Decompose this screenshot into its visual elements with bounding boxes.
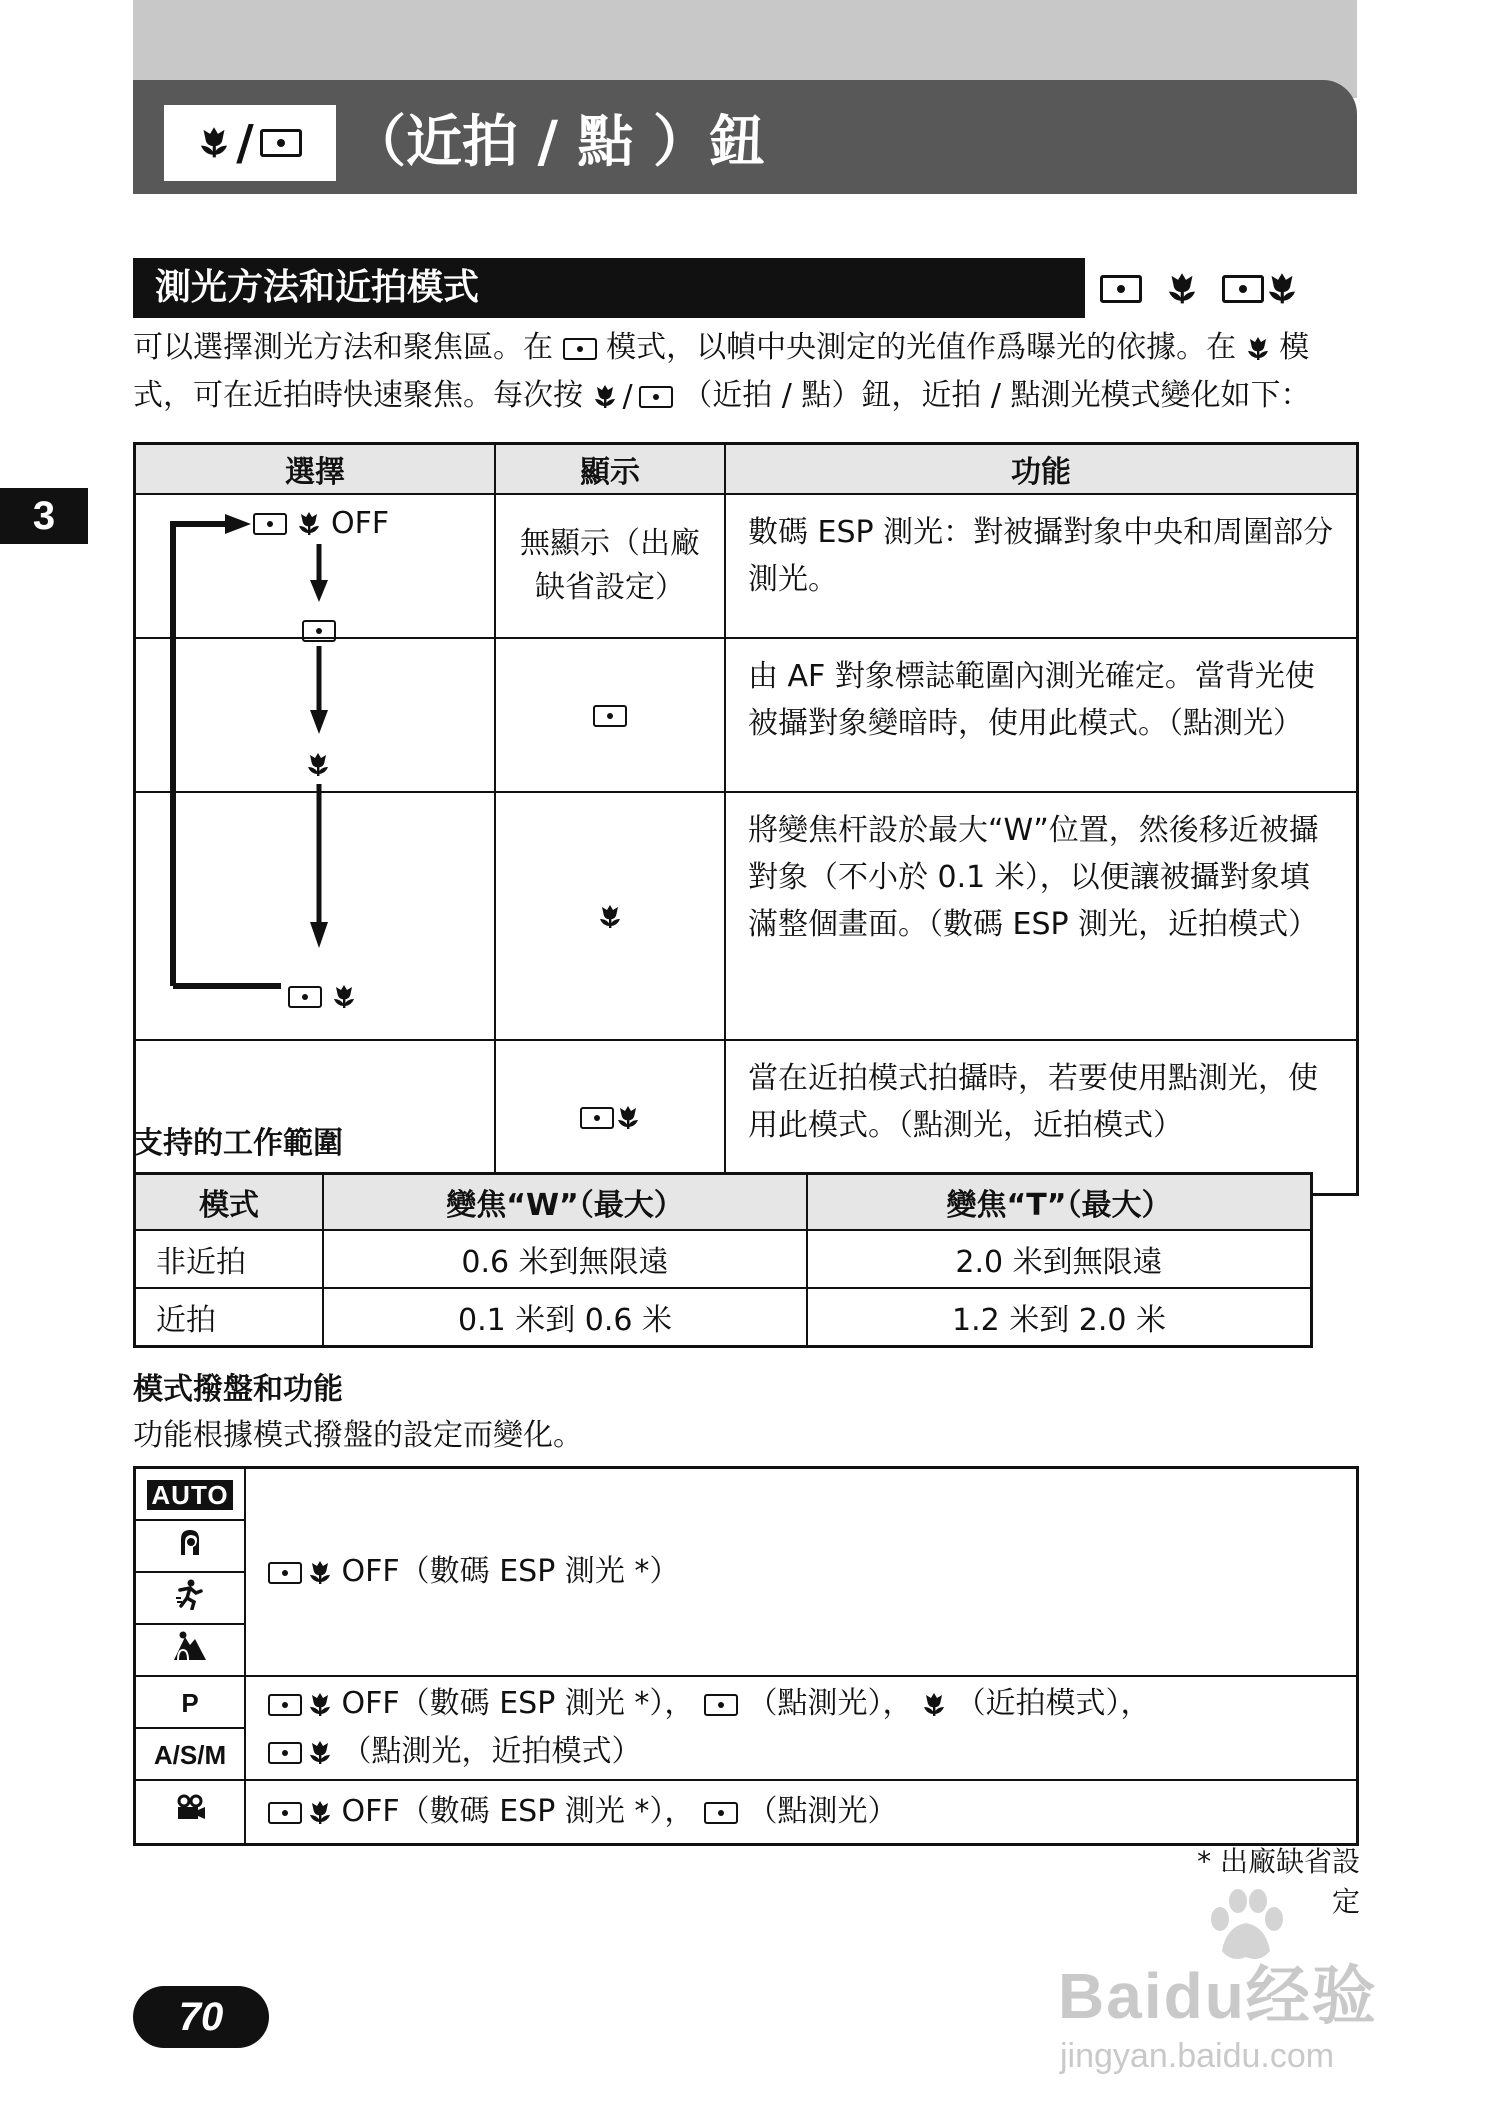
down-arrowhead-3: [310, 922, 328, 948]
function-cell: 將變焦杆設於最大“W”位置，然後移近被攝對象（不小於 0.1 米），以便讓被攝對象填滿整個畫面。（數碼 ESP 測光，近拍模式）: [725, 792, 1358, 1040]
display-cell: [495, 494, 725, 638]
spot-macro-icons: [268, 1800, 332, 1826]
mode-asm-label: A/S/M: [153, 1739, 227, 1770]
watermark: [1050, 1885, 1430, 2085]
spot-metering-icon: [268, 1802, 302, 1824]
dial-description: 功能根據模式撥盤的設定而變化。: [133, 1418, 583, 1453]
spot-metering-icon: [253, 513, 287, 535]
spot-metering-icon: [268, 1742, 302, 1764]
range-mode: 近拍: [135, 1288, 324, 1347]
spot-metering-icon: [268, 1562, 302, 1584]
mode-p-label: P: [181, 1687, 199, 1718]
spot-metering-icon: [704, 1694, 738, 1716]
function-cell: 當在近拍模式拍攝時，若要使用點測光，使用此模式。（點測光，近拍模式）: [725, 1040, 1358, 1195]
select-spot: [302, 620, 336, 642]
macro-icon: [306, 752, 330, 778]
mode-auto: [135, 1468, 246, 1521]
watermark-sub: jingyan.baidu.com: [1060, 2037, 1335, 2075]
dial-desc-text: OFF（數碼 ESP 測光 *）: [341, 1554, 680, 1589]
macro-icon: [593, 384, 617, 410]
mode-asm: [135, 1728, 246, 1780]
table-row: [135, 1288, 1312, 1347]
landscape-portrait-icon: [173, 1631, 207, 1661]
spot-metering-icon: [593, 705, 627, 727]
macro-icon: [332, 984, 356, 1010]
macro-icon: [198, 126, 230, 160]
portrait-icon: [175, 1527, 205, 1557]
intro-text: 模式，可在近拍時快速聚焦。每次按: [133, 330, 1310, 413]
watermark-main: Baidu经验: [1058, 1960, 1378, 2032]
spot-macro-icon: [580, 1105, 640, 1131]
spot-metering-icon: [1222, 275, 1264, 303]
function-cell: 數碼 ESP 測光：對被攝對象中央和周圍部分測光。: [725, 494, 1358, 638]
dial-desc-text: （點測光），: [747, 1686, 913, 1721]
spot-macro-icons: [268, 1560, 332, 1586]
macro-spot-button-icon: /: [593, 373, 673, 421]
range-title: 支持的工作範圍: [133, 1126, 343, 1161]
title-icon-box: [164, 105, 336, 181]
spot-metering-icon: [1100, 275, 1142, 303]
display-text: 無顯示（出廠缺省設定）: [520, 526, 700, 605]
header-select: 選擇: [135, 444, 496, 495]
page-number: 70: [133, 1986, 269, 2048]
macro-icon: [308, 1692, 332, 1718]
range-w: 0.1 米到 0.6 米: [323, 1288, 807, 1347]
spot-macro-icons: [268, 1692, 332, 1718]
down-arrowhead-2: [310, 710, 328, 734]
dial-desc-1: [245, 1468, 1358, 1677]
dial-desc-text: （點測光，近拍模式）: [341, 1734, 642, 1769]
dial-desc-2: [245, 1676, 1358, 1780]
dial-desc-3: [245, 1780, 1358, 1845]
mode-movie: [135, 1780, 246, 1845]
mode-p: [135, 1676, 246, 1728]
dial-title: 模式撥盤和功能: [133, 1372, 343, 1407]
range-mode: 非近拍: [135, 1230, 324, 1288]
dial-table: [133, 1466, 1359, 1846]
select-macro: [306, 752, 330, 778]
spot-macro-icon: [1222, 272, 1298, 306]
select-spot-macro: [288, 984, 356, 1010]
range-t: 1.2 米到 2.0 米: [807, 1288, 1312, 1347]
return-arrow-line: [173, 524, 228, 986]
dial-desc-text: OFF（數碼 ESP 測光 *），: [341, 1794, 695, 1829]
chapter-tab: 3: [0, 488, 88, 544]
spot-metering-icon: [302, 620, 336, 642]
intro-text: 模式，以幀中央測定的光值作爲曝光的依據。在: [606, 330, 1237, 365]
table-row: [135, 1468, 1358, 1521]
macro-icon: [616, 1105, 640, 1131]
macro-icon: [1266, 272, 1298, 306]
range-t: 2.0 米到無限遠: [807, 1230, 1312, 1288]
auto-badge: AUTO: [147, 1480, 232, 1510]
function-cell: 由 AF 對象標誌範圍內測光確定。當背光使被攝對象變暗時，使用此模式。（點測光）: [725, 638, 1358, 792]
macro-icon: [308, 1800, 332, 1826]
dial-desc-text: OFF（數碼 ESP 測光 *），: [341, 1686, 695, 1721]
mode-cycle-arrows: [133, 494, 493, 1064]
table-header-row: [135, 444, 1358, 495]
select-label: OFF: [331, 506, 390, 541]
mode-landscape-portrait: [135, 1624, 246, 1676]
spot-macro-icons: [268, 1740, 332, 1766]
macro-icon: [308, 1560, 332, 1586]
spot-metering-icon: [268, 1694, 302, 1716]
macro-icon: [1246, 336, 1270, 362]
range-header-w: 變焦“W”（最大）: [323, 1174, 807, 1231]
spot-metering-icon: [580, 1107, 614, 1129]
select-spot-macro-off: [253, 506, 389, 541]
display-cell: [495, 638, 725, 792]
mode-portrait: [135, 1520, 246, 1572]
spot-metering-icon: [563, 338, 597, 360]
range-w: 0.6 米到無限遠: [323, 1230, 807, 1288]
sports-icon: [174, 1578, 206, 1610]
header-function: 功能: [725, 444, 1358, 495]
intro-text: （近拍 / 點）鈕，近拍 / 點測光模式變化如下：: [682, 378, 1311, 413]
return-arrowhead: [225, 514, 251, 534]
table-row: [135, 1230, 1312, 1288]
spot-metering-icon: [260, 129, 302, 157]
dial-desc-text: （點測光）: [747, 1794, 898, 1829]
macro-icon: [598, 904, 622, 930]
footnote: * 出廠缺省設定: [1197, 1845, 1360, 1918]
table-row: [135, 1780, 1358, 1845]
range-table: [133, 1172, 1313, 1348]
section-title: 測光方法和近拍模式: [133, 258, 1085, 318]
macro-icon: [308, 1740, 332, 1766]
spot-metering-icon: [639, 386, 673, 408]
macro-icon: [297, 511, 321, 537]
mode-sports: [135, 1572, 246, 1624]
range-header-mode: 模式: [135, 1174, 324, 1231]
range-header-row: [135, 1174, 1312, 1231]
display-cell: [495, 792, 725, 1040]
page-title: （近拍 / 點 ）鈕: [350, 110, 765, 175]
intro-paragraph: [133, 324, 1361, 421]
macro-icon: [922, 1692, 946, 1718]
intro-text: 可以選擇測光方法和聚焦區。在: [133, 330, 553, 365]
slash-glyph: /: [236, 115, 254, 171]
macro-icon: [1166, 272, 1198, 306]
spot-metering-icon: [288, 986, 322, 1008]
movie-icon: [173, 1794, 207, 1822]
spot-metering-icon: [704, 1802, 738, 1824]
table-row: [135, 1676, 1358, 1728]
range-header-t: 變焦“T”（最大）: [807, 1174, 1312, 1231]
down-arrowhead-1: [310, 580, 328, 602]
section-mode-icons: [1100, 262, 1298, 316]
dial-desc-text: （近拍模式），: [955, 1686, 1151, 1721]
header-display: 顯示: [495, 444, 725, 495]
